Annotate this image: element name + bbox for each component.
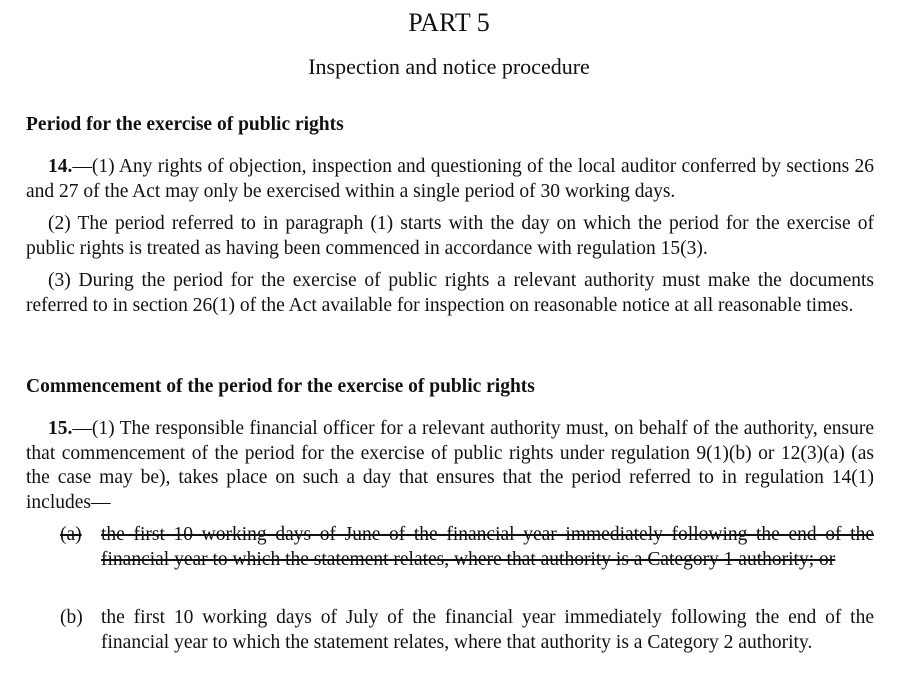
section-14-paragraph-3: (3) During the period for the exercise of public rights a relevant authority must make the documents referred to in section 26(1) of the Act available for inspection on reasonable notice at all reasonable times.: [26, 270, 874, 316]
list-item-b: [60, 606, 874, 655]
list-item-a-text: the first 10 working days of June of the financial year immediately following the end of the financial year to which the statement relates, where that authority is a Category 1 authority; or: [101, 524, 874, 570]
list-item-a-label: (a): [60, 524, 82, 545]
section-15-paragraph-1-text: —(1) The responsible financial officer for a relevant authority must, on behalf of the authority, ensure that commencement of the period for the exercise of public rights under regulation 9(1)(b) or 12(3)(a) (as the case may be), takes place on such a day that ensures that the period referred to in regulation 14(1) includes—: [26, 418, 874, 513]
list-item-b-text: the first 10 working days of July of the financial year immediately following the end of the financial year to which the statement relates, where that authority is a Category 2 authority.: [101, 607, 874, 653]
regulation-number-14: 14.: [48, 156, 73, 177]
section-15-heading: Commencement of the period for the exercise of public rights: [26, 376, 535, 397]
section-14-paragraph-1: [26, 155, 874, 204]
section-14-paragraph-2: (2) The period referred to in paragraph (1) starts with the day on which the period for the exercise of public rights is treated as having been commenced in accordance with regulation 15(3).: [26, 213, 874, 259]
section-14-paragraph-1-text: —(1) Any rights of objection, inspection and questioning of the local auditor conferred by sections 26 and 27 of the Act may only be exercised within a single period of 30 working days.: [26, 156, 874, 202]
part-subtitle: Inspection and notice procedure: [308, 54, 590, 79]
section-15-paragraph-1: [26, 417, 874, 515]
list-item-a: [60, 523, 874, 572]
list-item-b-label: (b): [60, 607, 83, 628]
regulation-number-15: 15.: [48, 418, 73, 439]
part-title: PART 5: [408, 8, 490, 37]
section-14-heading: Period for the exercise of public rights: [26, 114, 344, 135]
